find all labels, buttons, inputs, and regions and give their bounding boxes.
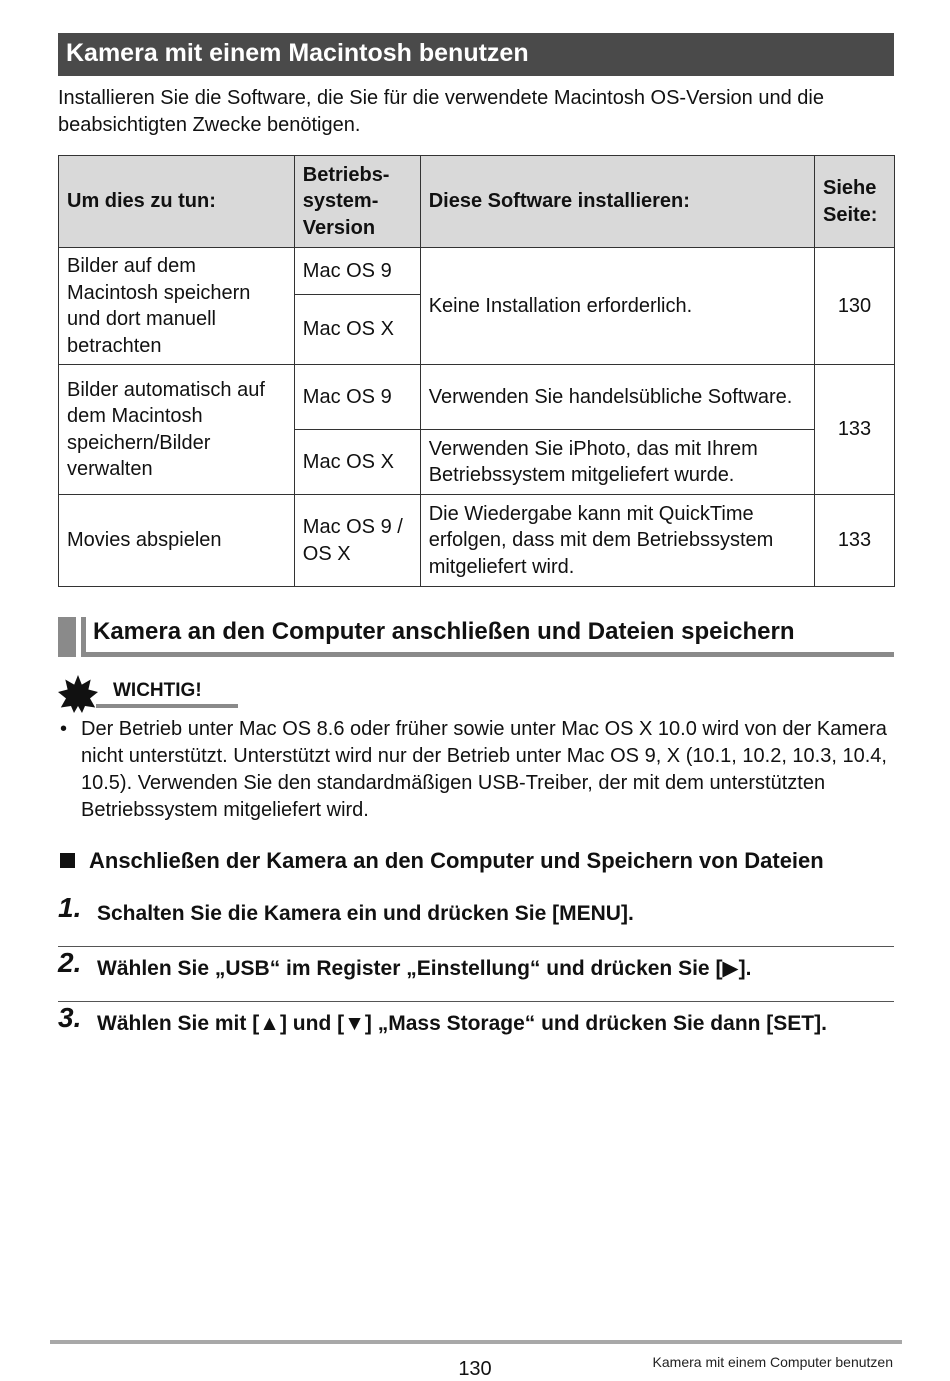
footer-chapter-title: Kamera mit einem Computer benutzen (652, 1354, 893, 1370)
table-row (59, 365, 895, 430)
os-cell: Mac OS X (294, 295, 420, 365)
software-cell: Keine Installation erforderlich. (420, 248, 814, 365)
task-cell: Bilder automatisch auf dem Macintosh speichern/Bilder verwalten (59, 365, 295, 495)
heading-bar-decoration (58, 617, 76, 657)
step-text: Wählen Sie mit [▲] und [▼] „Mass Storage“ und drücken Sie dann [SET]. (97, 1012, 827, 1035)
os-cell: Mac OS 9 (294, 365, 420, 430)
task-cell: Bilder auf dem Macintosh speichern und dort manuell betrachten (59, 248, 295, 365)
step-number: 1. (58, 892, 82, 923)
square-bullet-icon (60, 853, 75, 868)
page-ref-cell: 130 (815, 248, 895, 365)
software-cell: Verwenden Sie handelsübliche Software. (420, 365, 814, 430)
step-number: 3. (58, 1002, 82, 1033)
header-page: Siehe Seite: (815, 156, 895, 248)
software-cell: Verwenden Sie iPhoto, das mit Ihrem Betriebssystem mitgeliefert wurde. (420, 430, 814, 495)
os-cell: Mac OS 9 (294, 248, 420, 295)
section-heading (58, 617, 894, 657)
os-cell: Mac OS 9 / OS X (294, 495, 420, 587)
step-2 (58, 947, 894, 1002)
important-underline (96, 704, 238, 708)
heading-underline (86, 652, 894, 657)
heading-bar-decoration (81, 617, 86, 657)
page-ref-cell: 133 (815, 495, 895, 587)
warning-burst-icon (58, 675, 98, 713)
subheading-text: Anschließen der Kamera an den Computer und Speichern von Dateien (89, 848, 824, 873)
important-label: WICHTIG! (113, 680, 202, 701)
software-cell: Die Wiedergabe kann mit QuickTime erfolgen, dass mit dem Betriebssystem mitgeliefert wird. (420, 495, 814, 587)
header-os-version: Betriebs- system- Version (294, 156, 420, 248)
important-notice-header (58, 675, 894, 713)
table-row (59, 248, 895, 295)
bullet-dot: • (60, 718, 68, 740)
software-table (58, 155, 895, 587)
task-cell: Movies abspielen (59, 495, 295, 587)
section-title: Kamera mit einem Macintosh benutzen (58, 33, 894, 76)
step-number: 2. (58, 947, 82, 978)
step-text: Schalten Sie die Kamera ein und drücken Sie [MENU]. (97, 902, 634, 925)
step-3 (58, 1002, 894, 1038)
important-bullet (58, 716, 894, 824)
subheading (58, 846, 894, 876)
intro-paragraph: Installieren Sie die Software, die Sie für die verwendete Macintosh OS-Version und die beabsichtigten Zwecke benötigen. (58, 87, 824, 136)
step-text: Wählen Sie „USB“ im Register „Einstellung“ und drücken Sie [▶]. (97, 957, 752, 980)
header-software: Diese Software installieren: (420, 156, 814, 248)
section-heading-text: Kamera an den Computer anschließen und Dateien speichern (93, 618, 795, 645)
os-cell: Mac OS X (294, 430, 420, 495)
header-task: Um dies zu tun: (59, 156, 295, 248)
step-1 (58, 892, 894, 947)
page-content (58, 33, 894, 1038)
page-number: 130 (458, 1358, 492, 1380)
important-text: Der Betrieb unter Mac OS 8.6 oder früher sowie unter Mac OS X 10.0 wird von der Kamera nicht unterstützt. Unterstützt wird nur der Betrieb unter Mac OS 9, X (10.1, 10.2, 10.3, 10.4, 10.5). Verwenden Sie den standardmäßigen USB-Treiber, der mit dem unterstützten Betriebssystem mitgeliefert wird. (81, 718, 887, 821)
footer-divider (50, 1340, 902, 1344)
page-ref-cell: 133 (815, 365, 895, 495)
table-header-row (59, 156, 895, 248)
table-row (59, 495, 895, 587)
